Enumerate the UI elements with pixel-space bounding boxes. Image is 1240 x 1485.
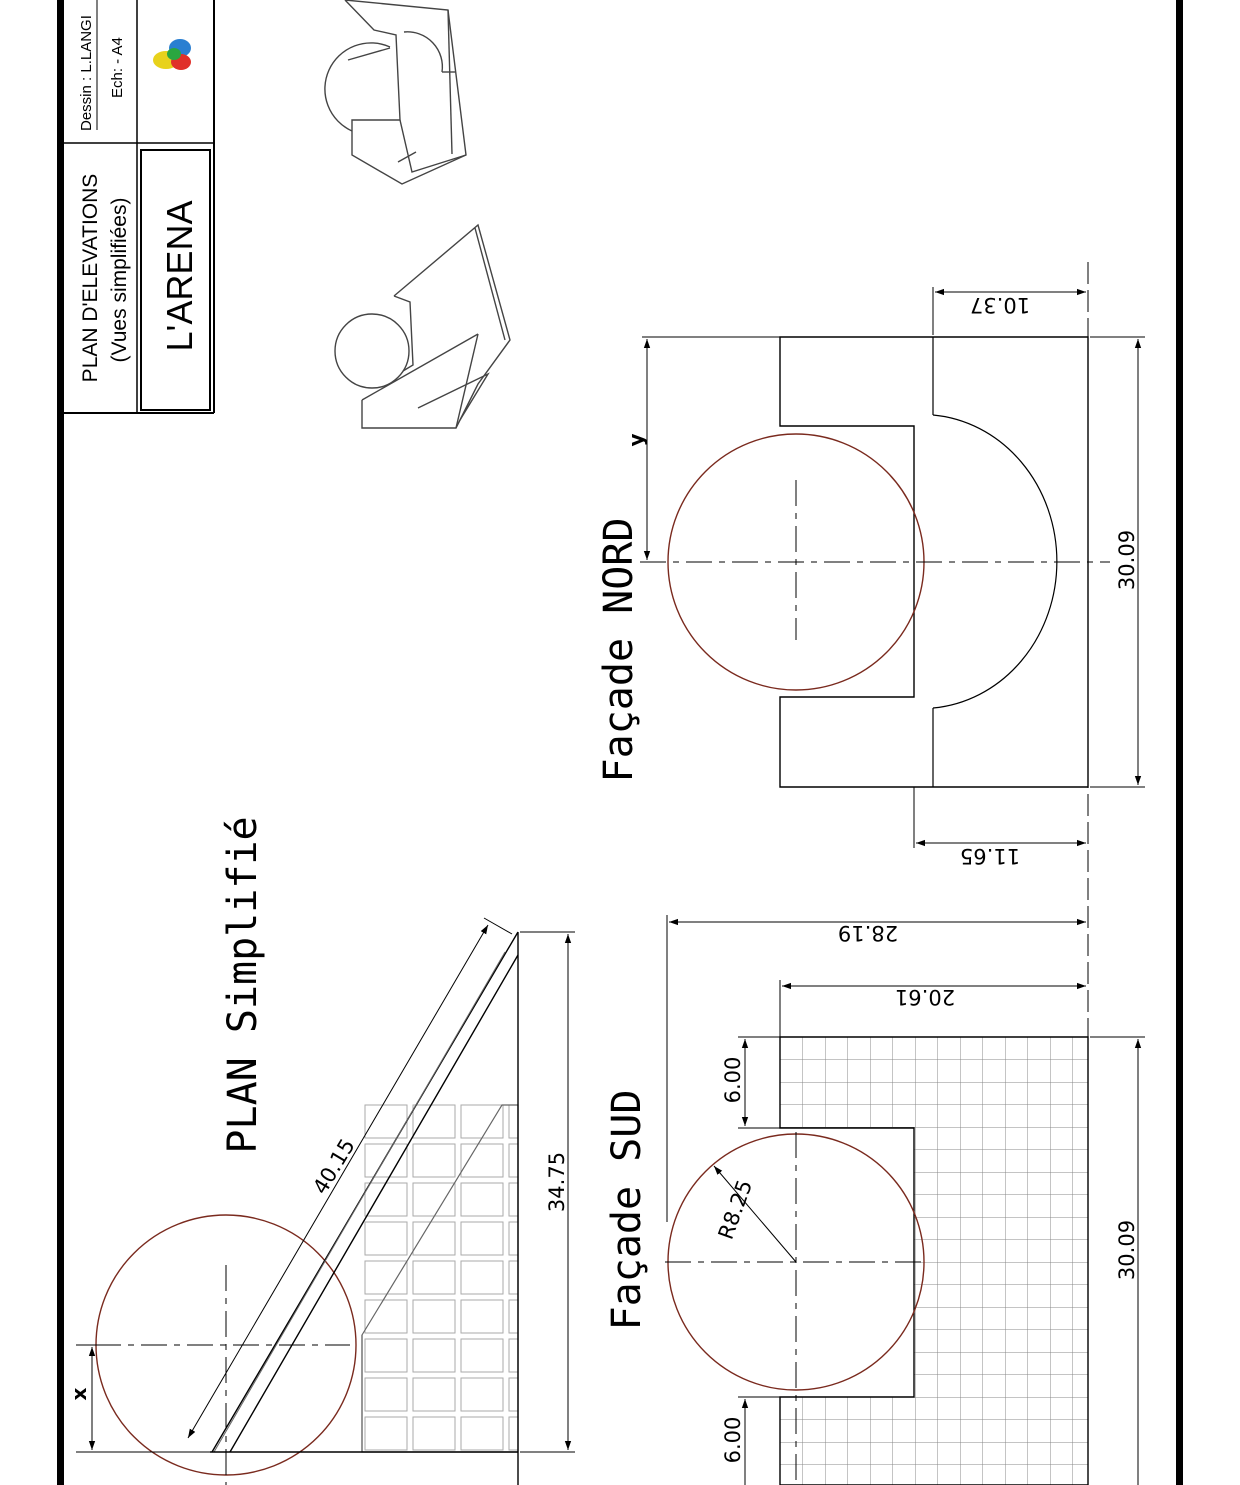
company-logo <box>153 39 191 70</box>
facade-sud-title: Façade SUD <box>604 1089 650 1331</box>
nord-10-37: 10.37 <box>969 293 1031 317</box>
sud-radius: R8.25 <box>713 1176 758 1243</box>
nord-y-label: y <box>624 433 648 447</box>
sud-6-00-bottom: 6.00 <box>721 1416 745 1464</box>
sud-30-09: 30.09 <box>1115 1219 1139 1281</box>
facade-sud-view <box>665 915 1145 1485</box>
sud-20-61: 20.61 <box>894 985 956 1009</box>
title-line1: PLAN D'ELEVATIONS <box>79 173 102 383</box>
plan-view <box>67 918 575 1485</box>
title-block <box>64 0 214 413</box>
perspective-sketch-1 <box>335 225 510 428</box>
author-label: Dessin : L.LANGI <box>78 15 95 131</box>
plan-height-value: 34.75 <box>545 1151 569 1213</box>
facade-nord-title: Façade NORD <box>596 517 642 783</box>
plan-diagonal-value: 40.15 <box>308 1134 360 1199</box>
title-line2: (Vues simplifiées) <box>108 197 131 363</box>
plan-title: PLAN Simplifié <box>220 816 266 1154</box>
perspective-sketch-2 <box>325 0 466 184</box>
project-name: L'ARENA <box>159 200 200 352</box>
sud-28-19: 28.19 <box>837 921 899 945</box>
plan-x-label: x <box>67 1387 91 1401</box>
scale-label: Ech: - A4 <box>109 37 126 98</box>
sud-6-00-top: 6.00 <box>721 1056 745 1104</box>
nord-30-09: 30.09 <box>1115 529 1139 591</box>
nord-11-65: 11.65 <box>959 844 1021 868</box>
